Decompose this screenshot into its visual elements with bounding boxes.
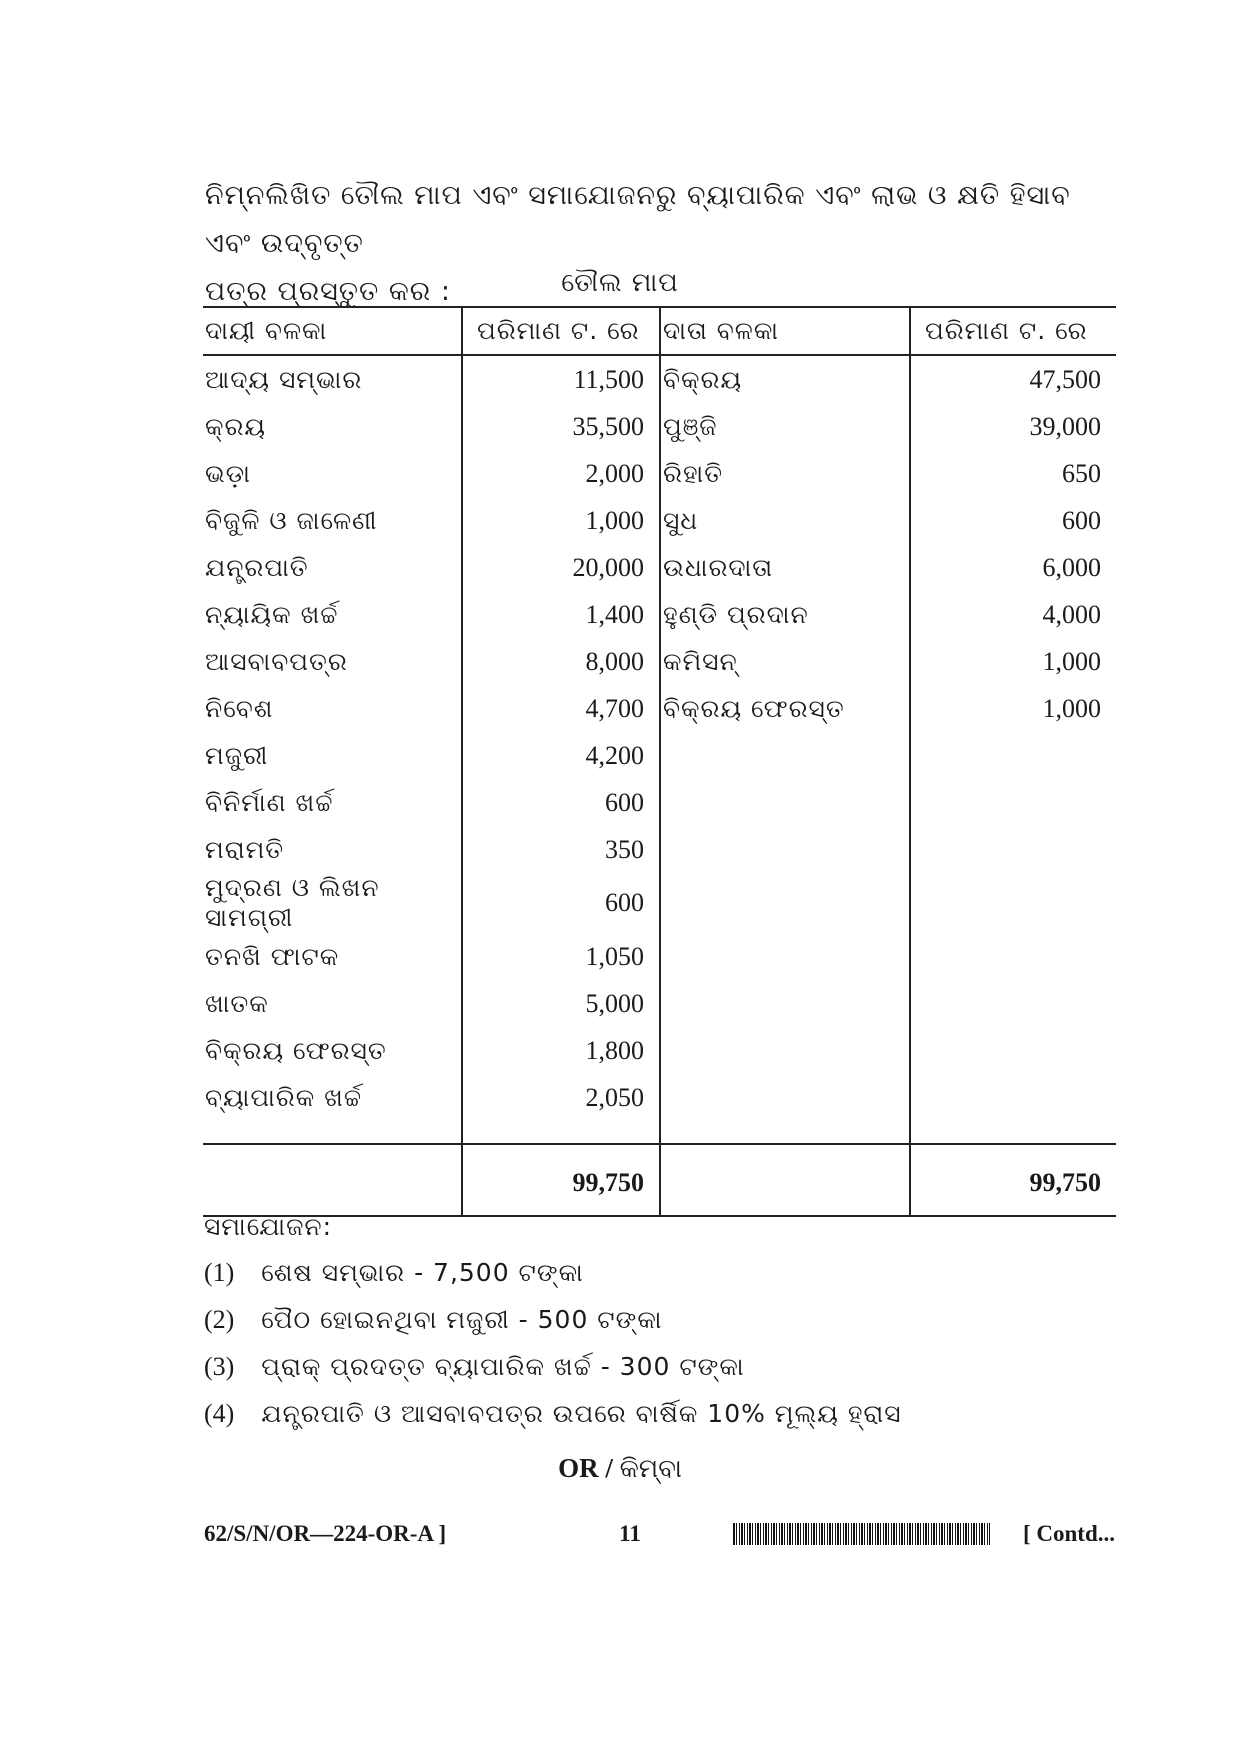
debit-account: ତନଖି ଫାଟକ <box>203 933 462 980</box>
adjustments-list <box>204 1258 902 1446</box>
paper-code: 62/S/N/OR—224-OR-A ] <box>204 1521 447 1546</box>
barcode <box>733 1523 990 1545</box>
debit-account: ବିନିର୍ମାଣ ଖର୍ଚ୍ଚ <box>203 779 462 826</box>
credit-account <box>660 933 910 980</box>
debit-amount: 11,500 <box>462 355 660 403</box>
table-row <box>203 638 1116 685</box>
credit-amount <box>910 1074 1116 1121</box>
credit-amount <box>910 779 1116 826</box>
table-row <box>203 980 1116 1027</box>
credit-amount <box>910 732 1116 779</box>
table-row <box>203 355 1116 403</box>
credit-amount: 600 <box>1062 505 1101 535</box>
page-number: 11 <box>619 1521 641 1546</box>
debit-amount: 35,500 <box>462 403 660 450</box>
debit-account: ବ୍ୟାପାରିକ ଖର୍ଚ୍ଚ <box>203 1074 462 1121</box>
debit-amount: 1,400 <box>462 591 660 638</box>
debit-amount: 1,800 <box>462 1027 660 1074</box>
credit-account <box>660 873 910 933</box>
adjustment-text: ଶେଷ ସମ୍ଭାର - 7,500 ଟଙ୍କା <box>261 1258 584 1287</box>
debit-account: ଭଡ଼ା <box>203 450 462 497</box>
credit-account: ରିହାତି <box>660 450 910 497</box>
header-debit: ଦାୟୀ ବଳକା <box>203 307 462 355</box>
credit-account: ସୁଧ <box>660 497 910 544</box>
credit-amount: 47,500 <box>1029 364 1101 394</box>
trial-balance-table <box>203 306 1116 1217</box>
credit-account: ହୁଣ୍ଡି ପ୍ରଦାନ <box>660 591 910 638</box>
credit-account: ବିକ୍ରୟ ଫେରସ୍ତ <box>660 685 910 732</box>
debit-account: କ୍ରୟ <box>203 403 462 450</box>
table-row <box>203 544 1116 591</box>
credit-amount: 1,000 <box>1042 693 1101 723</box>
credit-account <box>660 1027 910 1074</box>
or-separator <box>0 1453 1240 1485</box>
credit-amount: 6,000 <box>1042 552 1101 582</box>
adjustment-text: ପ୍ରାକ୍ ପ୍ରଦତ୍ତ ବ୍ୟାପାରିକ ଖର୍ଚ୍ଚ - 300 ଟଙ୍କା <box>261 1352 745 1381</box>
debit-amount: 2,000 <box>462 450 660 497</box>
debit-amount: 600 <box>462 873 660 933</box>
credit-amount: 1,000 <box>1042 646 1101 676</box>
header-debit-amount: ପରିମାଣ ଟ. ରେ <box>462 307 660 355</box>
debit-amount: 5,000 <box>462 980 660 1027</box>
credit-amount <box>910 933 1116 980</box>
debit-account: ମୁଦ୍ରଣ ଓ ଲିଖନ ସାମଗ୍ରୀ <box>203 873 462 933</box>
or-english: OR <box>558 1453 599 1483</box>
credit-account: କମିସନ୍ <box>660 638 910 685</box>
table-row <box>203 873 1116 933</box>
credit-account: ପୁଞ୍ଜି <box>660 403 910 450</box>
adjustment-text: ପୈଠ ହୋଇନଥିବା ମଜୁରୀ - 500 ଟଙ୍କା <box>261 1305 663 1334</box>
question-line-1: ନିମ୍ନଲିଖିତ ତୌଲ ମାପ ଏବଂ ସମାଯୋଜନରୁ ବ୍ୟାପାରିକ ଏବଂ ଲାଭ ଓ କ୍ଷତି ହିସାବ ଏବଂ ଉଦ୍‌ବୃତ୍ତ <box>205 180 1071 259</box>
credit-account <box>660 732 910 779</box>
debit-account: ବିଜୁଳି ଓ ଜାଳେଣୀ <box>203 497 462 544</box>
trial-balance-title: ତୌଲ ମାପ <box>561 268 679 298</box>
debit-amount: 4,200 <box>462 732 660 779</box>
debit-amount: 1,000 <box>462 497 660 544</box>
table-row <box>203 685 1116 732</box>
credit-amount <box>910 980 1116 1027</box>
header-credit: ଦାତା ବଳକା <box>660 307 910 355</box>
total-credit: 99,750 <box>910 1144 1116 1216</box>
debit-amount: 4,700 <box>462 685 660 732</box>
debit-account: ନ୍ୟାୟିକ ଖର୍ଚ୍ଚ <box>203 591 462 638</box>
or-slash: / <box>598 1453 620 1483</box>
total-debit: 99,750 <box>462 1144 660 1216</box>
question-line-2: ପତ୍ର ପ୍ରସ୍ତୁତ କର : <box>205 276 451 307</box>
adjustment-item <box>204 1352 902 1399</box>
credit-account <box>660 1074 910 1121</box>
table-spacer-row <box>203 1121 1116 1144</box>
debit-account: ଆଦ୍ୟ ସମ୍ଭାର <box>203 355 462 403</box>
credit-amount: 39,000 <box>1029 411 1101 441</box>
credit-account <box>660 779 910 826</box>
credit-account <box>660 980 910 1027</box>
debit-account: ଆସବାବପତ୍ର <box>203 638 462 685</box>
table-row <box>203 732 1116 779</box>
page-footer <box>0 1521 1240 1561</box>
table-total-row <box>203 1144 1116 1216</box>
table-row <box>203 1027 1116 1074</box>
credit-amount <box>910 1027 1116 1074</box>
continued-label: [ Contd... <box>1022 1521 1115 1546</box>
adjustment-item <box>204 1305 902 1352</box>
credit-amount: 4,000 <box>1042 599 1101 629</box>
credit-account <box>660 826 910 873</box>
table-row <box>203 933 1116 980</box>
table-row <box>203 450 1116 497</box>
adjustment-number: (2) <box>204 1305 235 1334</box>
table-row <box>203 403 1116 450</box>
credit-account: ଉଧାରଦାତା <box>660 544 910 591</box>
table-row <box>203 497 1116 544</box>
debit-amount: 1,050 <box>462 933 660 980</box>
adjustment-item <box>204 1399 902 1446</box>
or-odia: କିମ୍ବା <box>619 1454 682 1484</box>
table-header-row <box>203 307 1116 355</box>
adjustments-title: ସମାଯୋଜନ: <box>204 1212 333 1241</box>
debit-account: ଖାତକ <box>203 980 462 1027</box>
header-credit-amount: ପରିମାଣ ଟ. ରେ <box>910 307 1116 355</box>
debit-account: ଯନ୍ତ୍ରପାତି <box>203 544 462 591</box>
debit-amount: 20,000 <box>462 544 660 591</box>
debit-amount: 350 <box>462 826 660 873</box>
table-row <box>203 826 1116 873</box>
adjustment-number: (4) <box>204 1399 235 1428</box>
debit-account: ବିକ୍ରୟ ଫେରସ୍ତ <box>203 1027 462 1074</box>
adjustment-text: ଯନ୍ତ୍ରପାତି ଓ ଆସବାବପତ୍ର ଉପରେ ବାର୍ଷିକ 10% ମୂଲ୍ୟ ହ୍ରାସ <box>261 1399 902 1428</box>
table-row <box>203 779 1116 826</box>
credit-amount <box>910 873 1116 933</box>
debit-account: ନିବେଶ <box>203 685 462 732</box>
credit-amount: 650 <box>1062 458 1101 488</box>
adjustment-number: (1) <box>204 1258 235 1287</box>
debit-amount: 8,000 <box>462 638 660 685</box>
adjustment-item <box>204 1258 902 1305</box>
debit-amount: 600 <box>462 779 660 826</box>
credit-account: ବିକ୍ରୟ <box>660 355 910 403</box>
debit-account: ମଜୁରୀ <box>203 732 462 779</box>
table-row <box>203 591 1116 638</box>
table-row <box>203 1074 1116 1121</box>
debit-amount: 2,050 <box>462 1074 660 1121</box>
debit-account: ମରାମତି <box>203 826 462 873</box>
credit-amount <box>910 826 1116 873</box>
adjustment-number: (3) <box>204 1352 235 1381</box>
